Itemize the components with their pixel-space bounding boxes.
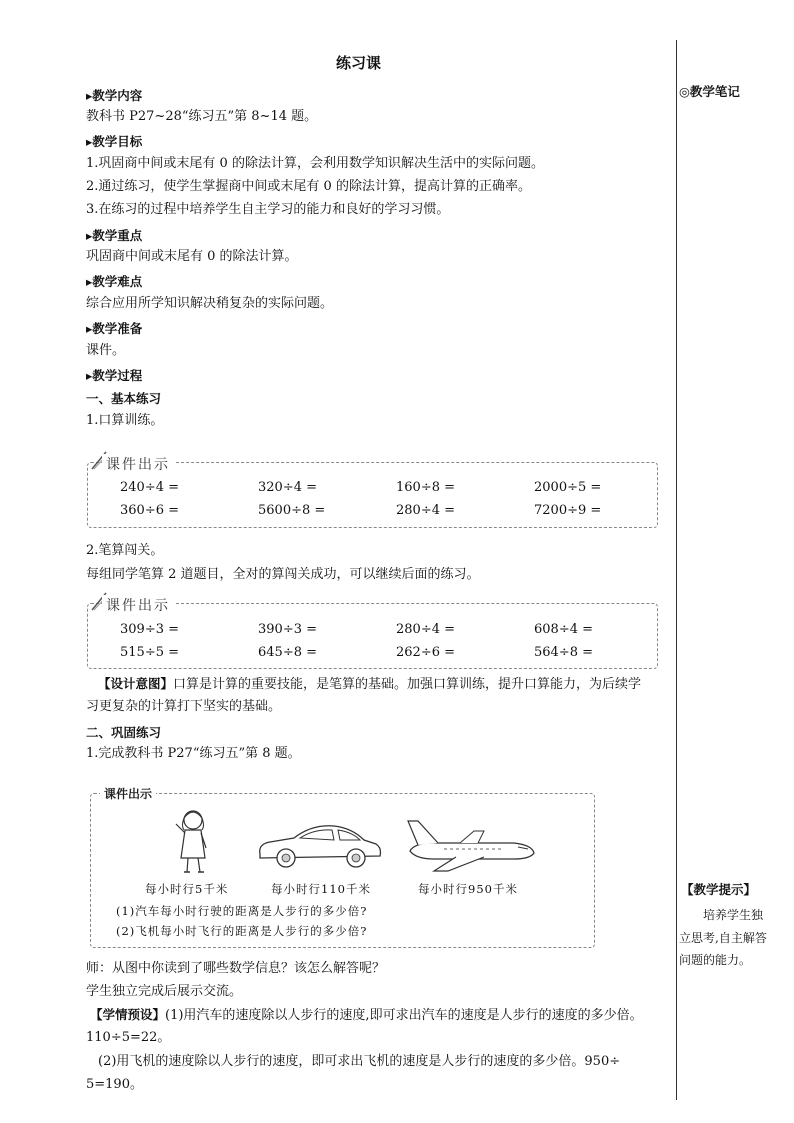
written-problem: 608÷4 = <box>534 622 594 637</box>
written-problem: 564÷8 = <box>534 645 594 660</box>
section-heading: ▸教学准备 <box>86 321 143 336</box>
practice-item: 1.完成教科书 P27“练习五”第 8 题。 <box>86 746 301 761</box>
airplane-illustration <box>404 813 538 873</box>
walker-speed-caption: 每小时行5千米 <box>145 882 229 896</box>
design-intent <box>98 676 641 693</box>
oral-problem: 360÷6 = <box>120 503 180 518</box>
goal-item: 2.通过练习，使学生掌握商中间或末尾有 0 的除法计算，提高计算的正确率。 <box>86 179 531 194</box>
question-line: (2)飞机每小时飞行的距离是人步行的多少倍? <box>116 924 368 938</box>
page-title: 练习课 <box>336 54 382 72</box>
question-line: (1)汽车每小时行驶的距离是人步行的多少倍? <box>116 904 368 918</box>
tip-line: 立思考,自主解答 <box>679 931 767 945</box>
part-heading: 二、巩固练习 <box>86 725 162 740</box>
oral-problem: 7200÷9 = <box>534 503 602 518</box>
presumption-line: 5=190。 <box>86 1077 143 1092</box>
courseware-tag: 课件出示 <box>100 785 156 802</box>
oral-problem: 2000÷5 = <box>534 480 602 495</box>
written-problem: 390÷3 = <box>258 622 318 637</box>
presumption-label: 【学情预设】 <box>90 1007 166 1022</box>
key-text: 巩固商中间或末尾有 0 的除法计算。 <box>86 249 298 264</box>
design-line: 习更复杂的计算打下坚实的基础。 <box>86 699 282 714</box>
oral-problem: 320÷4 = <box>258 480 318 495</box>
practice-item: 2.笔算闯关。 <box>86 543 164 558</box>
written-problem: 309÷3 = <box>120 622 180 637</box>
tip-line: 问题的能力。 <box>679 953 752 967</box>
oral-problem: 280÷4 = <box>396 503 456 518</box>
written-problem: 645÷8 = <box>258 645 318 660</box>
section-heading: ▸教学内容 <box>86 88 143 103</box>
tip-line: 培养学生独 <box>703 908 764 922</box>
walking-girl-illustration <box>168 806 218 878</box>
notes-header: ◎教学笔记 <box>679 84 740 99</box>
presumption-line: 110÷5=22。 <box>86 1030 171 1045</box>
presumption-text: (1)用汽车的速度除以人步行的速度,即可求出汽车的速度是人步行的速度的多少倍。 <box>165 1008 643 1023</box>
courseware-tag: 课件出示 <box>102 595 174 615</box>
car-speed-caption: 每小时行110千米 <box>271 882 371 896</box>
oral-problem: 240÷4 = <box>120 480 180 495</box>
section-heading: ▸教学重点 <box>86 228 143 243</box>
design-line: 口算是计算的重要技能，是笔算的基础。加强口算训练，提升口算能力，为后续学 <box>173 677 642 692</box>
content-text: 教科书 P27~28“练习五”第 8~14 题。 <box>86 109 318 124</box>
design-label: 【设计意图】 <box>98 676 174 691</box>
presumption-line: (2)用飞机的速度除以人步行的速度，即可求出飞机的速度是人步行的速度的多少倍。950÷ <box>98 1054 621 1069</box>
section-heading: ▸教学难点 <box>86 274 143 289</box>
goal-item: 3.在练习的过程中培养学生自主学习的能力和良好的学习习惯。 <box>86 202 450 217</box>
car-illustration <box>256 820 384 870</box>
prep-text: 课件。 <box>86 343 126 358</box>
goal-item: 1.巩固商中间或末尾有 0 的除法计算，会利用数学知识解决生活中的实际问题。 <box>86 156 544 171</box>
section-heading: ▸教学目标 <box>86 134 143 149</box>
section-heading: ▸教学过程 <box>86 368 143 383</box>
margin-rule <box>676 40 677 1100</box>
written-problem: 515÷5 = <box>120 645 180 660</box>
plane-speed-caption: 每小时行950千米 <box>418 882 518 896</box>
presumption-line <box>90 1007 643 1024</box>
practice-desc: 每组同学笔算 2 道题目，全对的算闯关成功，可以继续后面的练习。 <box>86 567 480 582</box>
part-heading: 一、基本练习 <box>86 391 162 406</box>
diff-text: 综合应用所学知识解决稍复杂的实际问题。 <box>86 296 334 311</box>
student-activity: 学生独立完成后展示交流。 <box>86 984 243 999</box>
oral-problem: 160÷8 = <box>396 480 456 495</box>
written-problem: 280÷4 = <box>396 622 456 637</box>
practice-item: 1.口算训练。 <box>86 413 164 428</box>
teacher-question: 师：从图中你读到了哪些数学信息？该怎么解答呢？ <box>86 961 386 976</box>
courseware-tag: 课件出示 <box>102 454 174 474</box>
written-problem: 262÷6 = <box>396 645 456 660</box>
oral-problem: 5600÷8 = <box>258 503 326 518</box>
tip-header: 【教学提示】 <box>681 882 757 897</box>
